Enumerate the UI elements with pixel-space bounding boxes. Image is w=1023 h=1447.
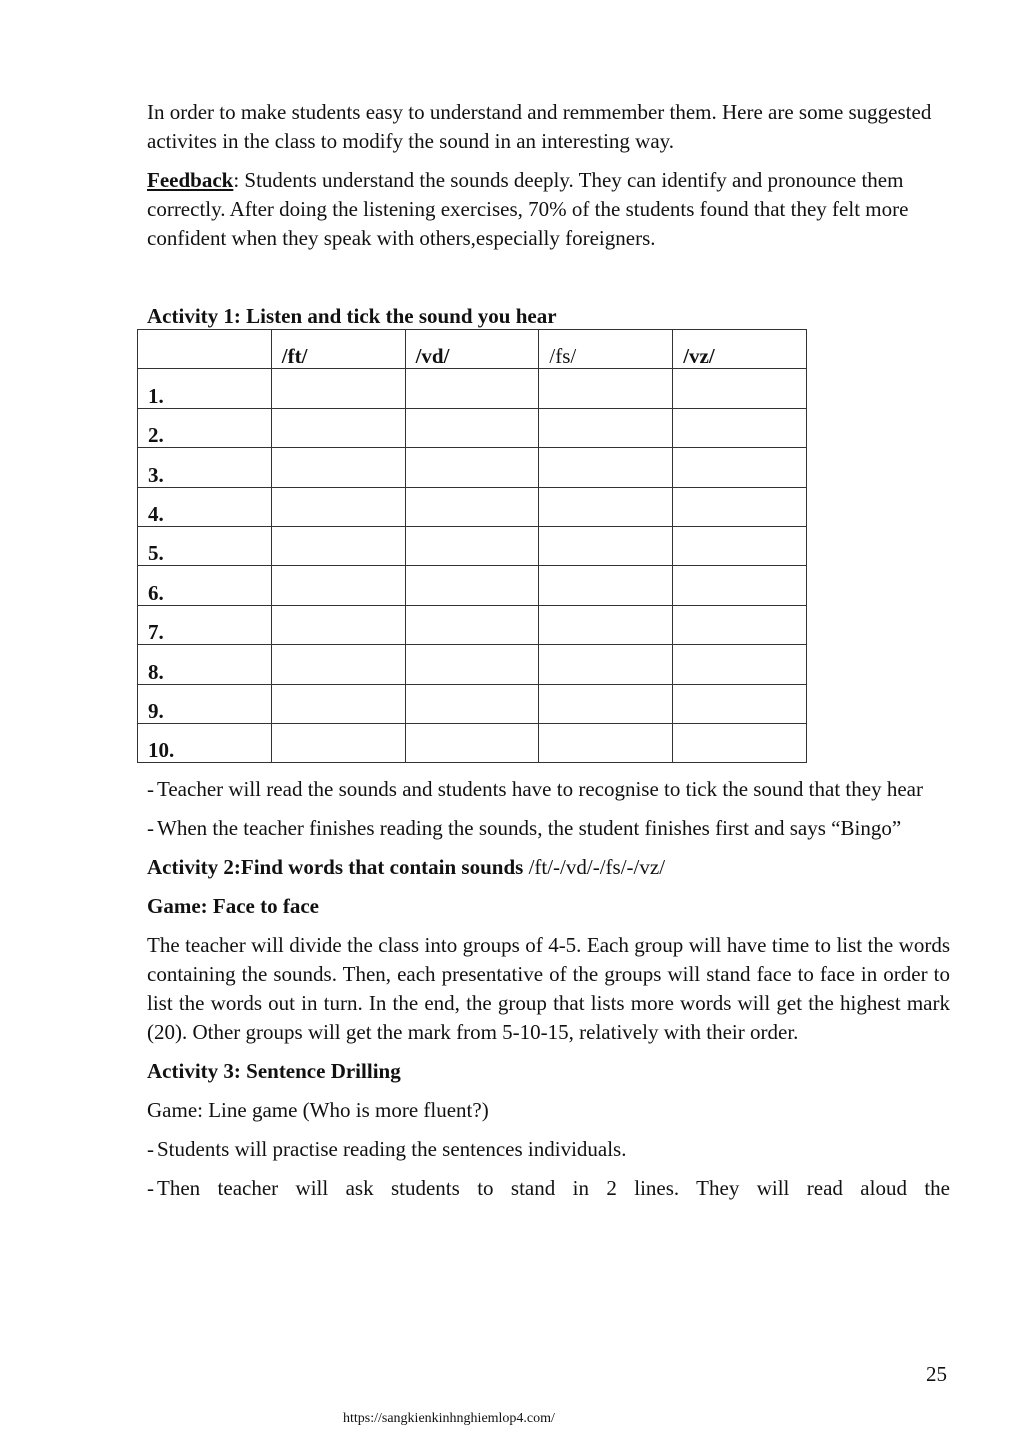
activity-2-heading [147, 853, 950, 882]
row-number: 5. [138, 526, 272, 565]
tick-cell [539, 566, 673, 605]
table-header-cell: /vd/ [405, 330, 539, 369]
tick-cell [405, 684, 539, 723]
row-number: 6. [138, 566, 272, 605]
tick-cell [673, 526, 807, 565]
row-number: 7. [138, 605, 272, 644]
tick-cell [405, 723, 539, 762]
activity-2-sounds: /ft/-/vd/-/fs/-/vz/ [523, 855, 666, 880]
tick-cell [673, 684, 807, 723]
bullet-text: Teacher will read the sounds and students have to recognise to tick the sound that they hear [157, 777, 923, 802]
tick-cell [271, 566, 405, 605]
tick-cell [271, 684, 405, 723]
activity-2-title: Activity 2:Find words that contain sounds [147, 855, 524, 880]
bullet-text: Students will practise reading the sentences individuals. [157, 1137, 627, 1162]
tick-cell [271, 487, 405, 526]
page-content [147, 98, 950, 1213]
bullet-item: - Teacher will read the sounds and students have to recognise to tick the sound that they hear [147, 777, 923, 802]
table-row [138, 487, 807, 526]
row-number: 9. [138, 684, 272, 723]
tick-cell [405, 566, 539, 605]
footer-url[interactable]: https://sangkienkinhnghiemlop4.com/ [343, 1411, 555, 1426]
activity-3-title: Activity 3: Sentence Drilling [147, 1059, 401, 1084]
tick-cell [271, 605, 405, 644]
tick-cell [271, 723, 405, 762]
row-number: 10. [138, 723, 272, 762]
tick-cell [539, 487, 673, 526]
table-row [138, 684, 807, 723]
bullet-text: Then teacher will ask students to stand in 2 lines. They will read aloud the [157, 1176, 950, 1201]
table-row [138, 369, 807, 408]
table-row [138, 566, 807, 605]
tick-cell [405, 487, 539, 526]
bullet-item: - Then teacher will ask students to stand in 2 lines. They will read aloud the [147, 1176, 950, 1201]
row-number: 1. [138, 369, 272, 408]
tick-cell [673, 566, 807, 605]
tick-cell [405, 369, 539, 408]
activity-3-game: Game: Line game (Who is more fluent?) [147, 1098, 489, 1123]
table-row [138, 526, 807, 565]
intro-paragraph: In order to make students easy to understand and remmember them. Here are some suggested activites in the class to modify the sound in an interesting way. [147, 100, 932, 153]
tick-cell [673, 369, 807, 408]
tick-cell [405, 526, 539, 565]
bullet-item: - Students will practise reading the sentences individuals. [147, 1137, 627, 1162]
tick-cell [673, 645, 807, 684]
row-number: 4. [138, 487, 272, 526]
sound-tick-table [137, 329, 807, 763]
tick-cell [271, 448, 405, 487]
tick-cell [405, 645, 539, 684]
tick-cell [271, 645, 405, 684]
table-header-cell: /vz/ [673, 330, 807, 369]
activity-1-notes [147, 775, 950, 843]
tick-cell [673, 723, 807, 762]
page-number: 25 [926, 1362, 947, 1386]
tick-cell [673, 605, 807, 644]
table-row [138, 448, 807, 487]
table-header-row [138, 330, 807, 369]
tick-cell [539, 684, 673, 723]
feedback-paragraph [147, 166, 950, 253]
tick-cell [539, 723, 673, 762]
tick-cell [271, 408, 405, 447]
row-number: 8. [138, 645, 272, 684]
row-number: 2. [138, 408, 272, 447]
tick-cell [405, 408, 539, 447]
tick-cell [539, 605, 673, 644]
row-number: 3. [138, 448, 272, 487]
table-row [138, 408, 807, 447]
table-row [138, 605, 807, 644]
tick-cell [539, 408, 673, 447]
feedback-label: Feedback [147, 168, 234, 192]
tick-cell [673, 448, 807, 487]
tick-cell [271, 369, 405, 408]
table-header-cell: /fs/ [539, 330, 673, 369]
game-title: Game: Face to face [147, 894, 319, 919]
tick-cell [673, 487, 807, 526]
tick-cell [539, 448, 673, 487]
table-header-cell [138, 330, 272, 369]
activity-1-title: Activity 1: Listen and tick the sound you hear [147, 304, 557, 328]
feedback-text: : Students understand the sounds deeply. They can identify and pronounce them correctly. After doing the listening exercises, 70% of the students found that they felt more confident when they speak with others,especially foreigners. [147, 168, 909, 250]
table-header-cell: /ft/ [271, 330, 405, 369]
tick-cell [539, 645, 673, 684]
tick-cell [405, 448, 539, 487]
table-row [138, 723, 807, 762]
tick-cell [405, 605, 539, 644]
tick-cell [539, 526, 673, 565]
bullet-text: When the teacher finishes reading the sounds, the student finishes first and says “Bingo” [157, 816, 902, 841]
table-row [138, 645, 807, 684]
tick-cell [673, 408, 807, 447]
activity-2-description: The teacher will divide the class into groups of 4-5. Each group will have time to list the words containing the sounds. Then, each presentative of the groups will stand face to face in order to list the words out in turn. In the end, the group that lists more words will get the highest mark (20). Other groups will get the mark from 5-10-15, relatively with their order. [147, 933, 950, 1045]
bullet-item: - When the teacher finishes reading the sounds, the student finishes first and says “Bingo” [147, 816, 902, 841]
tick-cell [539, 369, 673, 408]
tick-cell [271, 526, 405, 565]
